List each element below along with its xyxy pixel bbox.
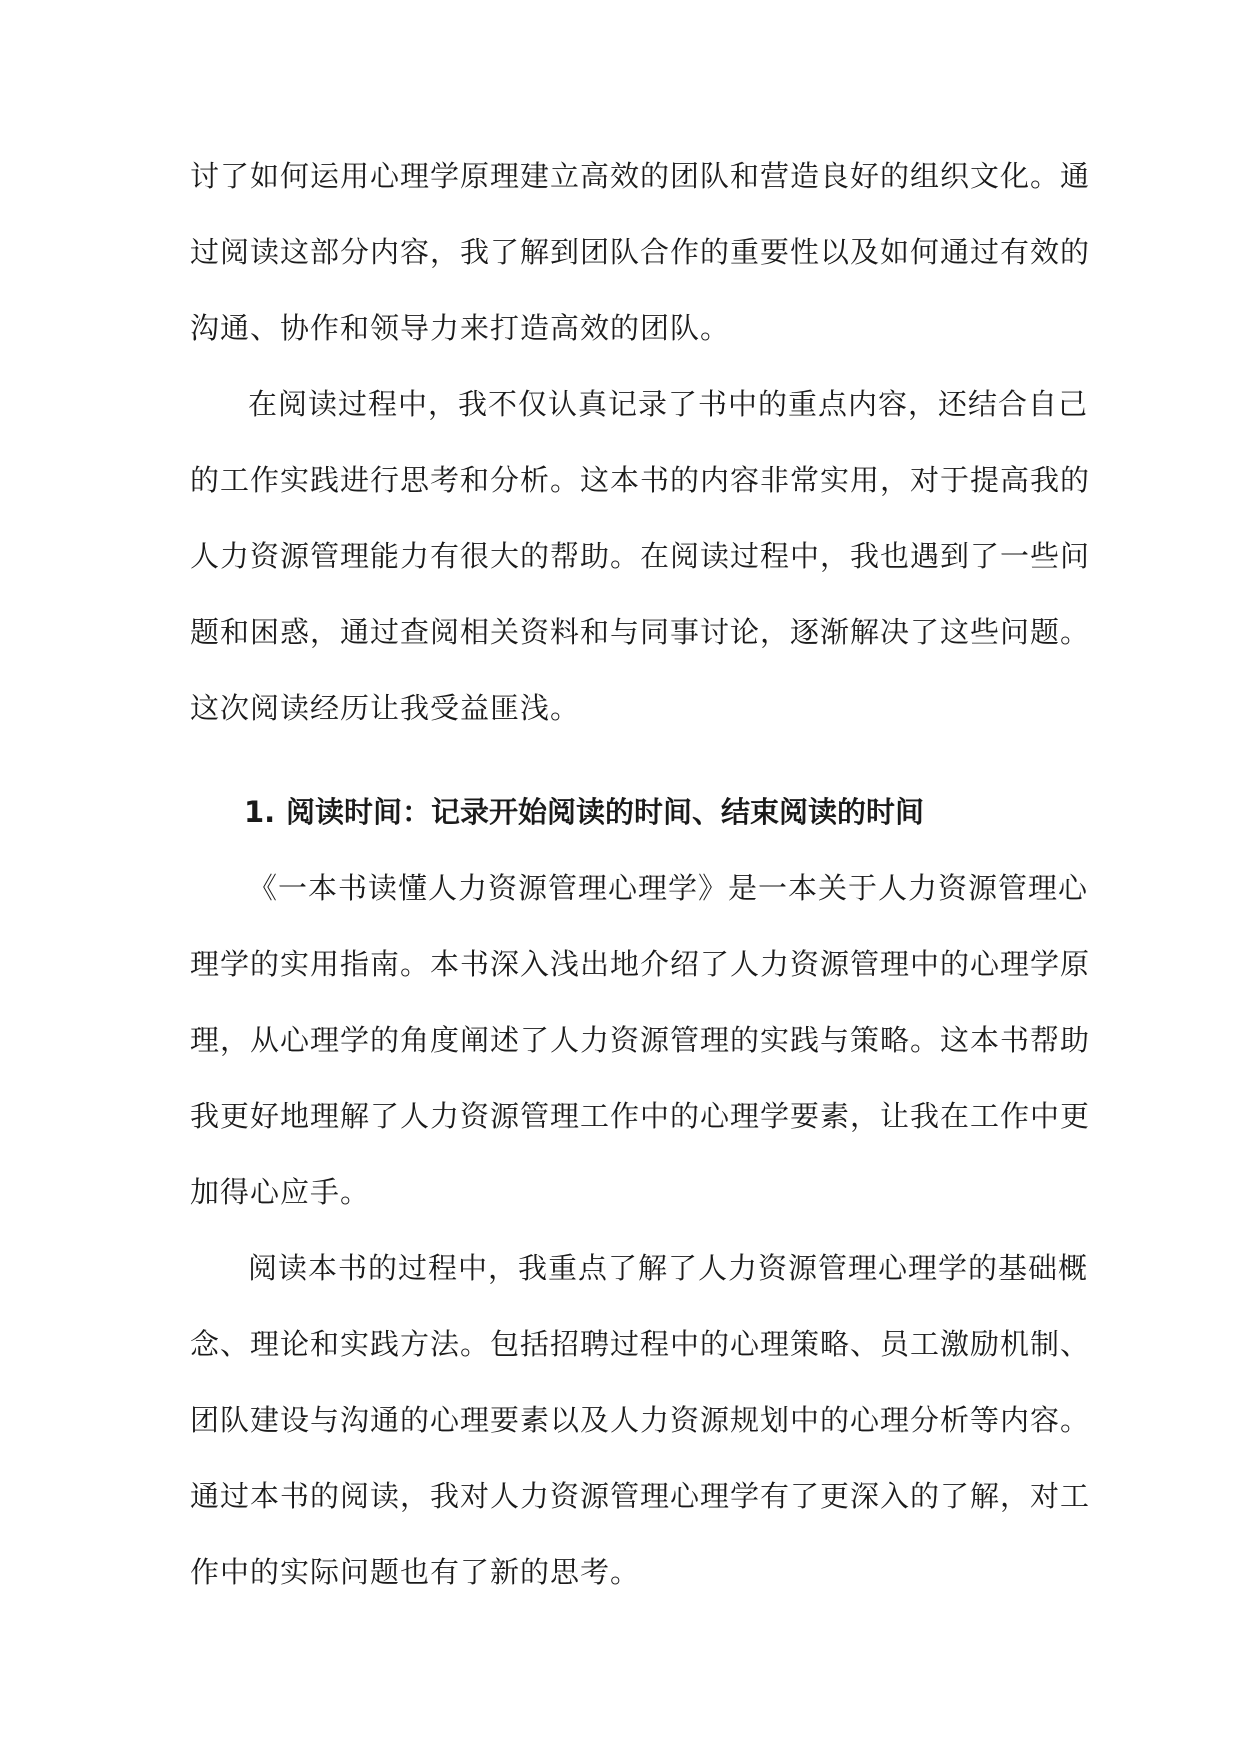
text-line: 我更好地理解了人力资源管理工作中的心理学要素，让我在工作中更	[190, 1099, 1091, 1133]
paragraph-key-concepts	[190, 1230, 1091, 1610]
text-line: 理，从心理学的角度阐述了人力资源管理的实践与策略。这本书帮助	[190, 1023, 1091, 1057]
paragraph-book-intro	[190, 850, 1091, 1230]
heading-number: 1.	[244, 795, 276, 829]
text-line: 念、理论和实践方法。包括招聘过程中的心理策略、员工激励机制、	[190, 1327, 1091, 1361]
text-line: 《一本书读懂人力资源管理心理学》是一本关于人力资源管理心	[248, 871, 1089, 905]
text-line: 在阅读过程中，我不仅认真记录了书中的重点内容，还结合自己	[248, 387, 1089, 421]
text-line: 过阅读这部分内容，我了解到团队合作的重要性以及如何通过有效的	[190, 235, 1091, 269]
text-line: 的工作实践进行思考和分析。这本书的内容非常实用，对于提高我的	[190, 463, 1091, 497]
spacer	[190, 746, 1052, 774]
text-line: 团队建设与沟通的心理要素以及人力资源规划中的心理分析等内容。	[190, 1403, 1091, 1437]
text-line: 沟通、协作和领导力来打造高效的团队。	[190, 311, 731, 345]
text-line: 讨了如何运用心理学原理建立高效的团队和营造良好的组织文化。通	[190, 159, 1091, 193]
text-line: 人力资源管理能力有很大的帮助。在阅读过程中，我也遇到了一些问	[190, 539, 1091, 573]
text-line: 阅读本书的过程中，我重点了解了人力资源管理心理学的基础概	[248, 1251, 1089, 1285]
paragraph-reading-process	[190, 366, 1091, 746]
text-line: 这次阅读经历让我受益匪浅。	[190, 691, 581, 725]
text-line: 作中的实际问题也有了新的思考。	[190, 1555, 641, 1589]
paragraph-team-culture	[190, 138, 1091, 366]
heading-text: 阅读时间：记录开始阅读的时间、结束阅读的时间	[286, 795, 925, 829]
text-line: 加得心应手。	[190, 1175, 371, 1209]
section-heading	[190, 774, 1052, 850]
document-page	[190, 138, 1091, 1610]
text-line: 理学的实用指南。本书深入浅出地介绍了人力资源管理中的心理学原	[190, 947, 1091, 981]
text-line: 题和困惑，通过查阅相关资料和与同事讨论，逐渐解决了这些问题。	[190, 615, 1091, 649]
text-line: 通过本书的阅读，我对人力资源管理心理学有了更深入的了解，对工	[190, 1479, 1091, 1513]
